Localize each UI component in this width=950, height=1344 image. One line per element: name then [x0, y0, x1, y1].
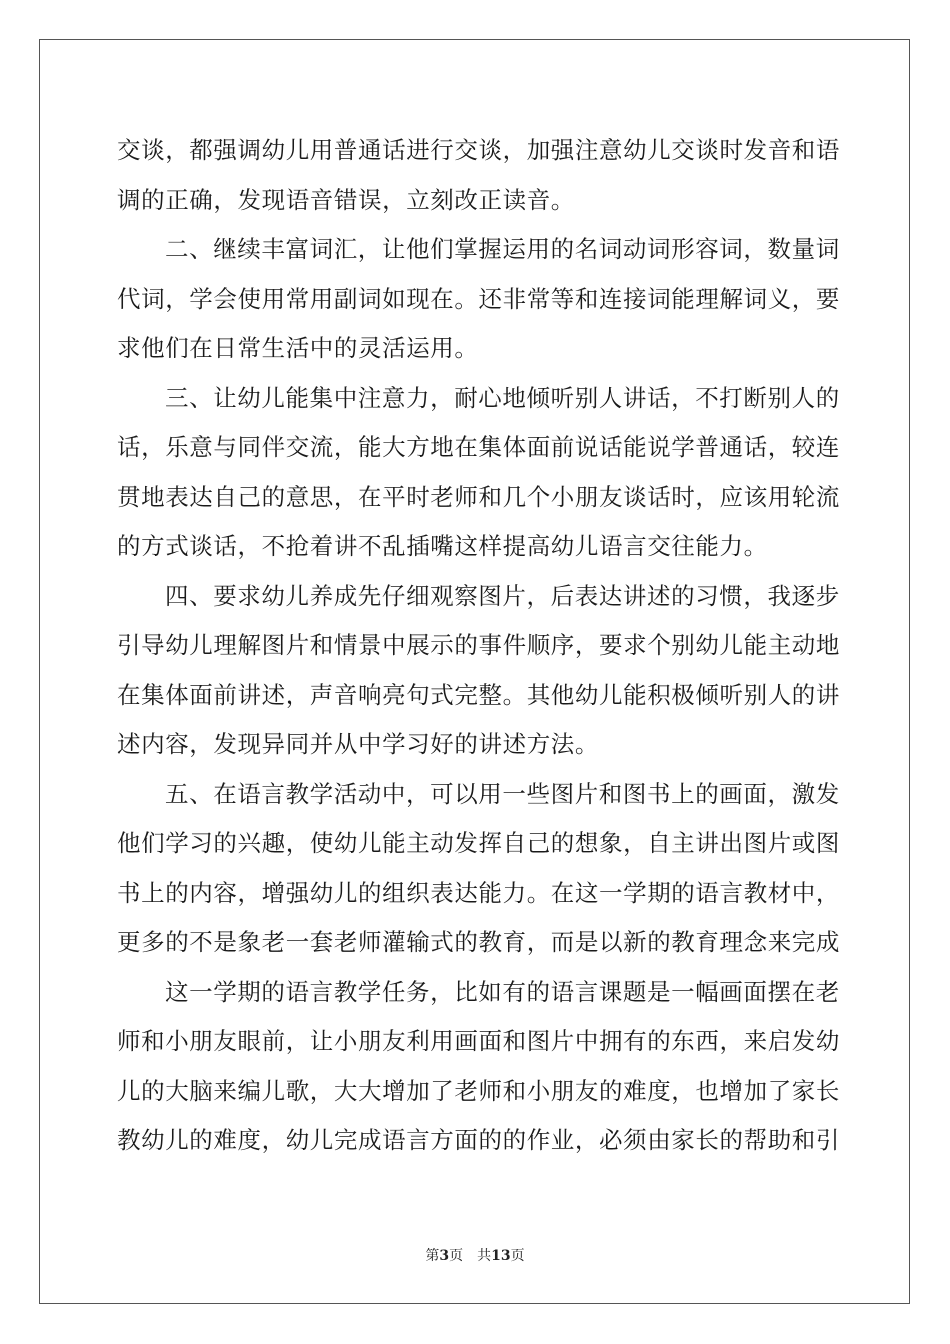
document-body — [117, 126, 840, 1166]
text-line: 四、要求幼儿养成先仔细观察图片，后表达讲述的习惯，我逐步 — [165, 581, 840, 610]
text-line: 书上的内容，增强幼儿的组织表达能力。在这一学期的语言教材中， — [117, 878, 840, 907]
text-line: 二、继续丰富词汇，让他们掌握运用的名词动词形容词，数量词 — [165, 235, 840, 263]
text-line: 交谈，都强调幼儿用普通话进行交谈，加强注意幼儿交谈时发音和语 — [117, 136, 840, 164]
total-label-suffix: 页 — [510, 1248, 525, 1264]
text-line: 贯地表达自己的意思，在平时老师和几个小朋友谈话时，应该用轮流 — [117, 482, 840, 511]
text-line: 五、在语言教学活动中，可以用一些图片和图书上的画面，激发 — [165, 779, 840, 808]
total-label-prefix: 共 — [477, 1248, 492, 1264]
text-line: 三、让幼儿能集中注意力，耐心地倾听别人讲话，不打断别人的 — [165, 383, 840, 412]
text-line: 代词，学会使用常用副词如现在。还非常等和连接词能理解词义，要 — [117, 284, 840, 313]
text-line: 这一学期的语言教学任务，比如有的语言课题是一幅画面摆在老 — [165, 977, 840, 1006]
text-line: 调的正确，发现语音错误，立刻改正读音。 — [117, 185, 575, 214]
total-pages: 13 — [491, 1248, 511, 1264]
text-line: 述内容，发现异同并从中学习好的讲述方法。 — [117, 730, 599, 758]
text-line: 在集体面前讲述，声音响亮句式完整。其他幼儿能积极倾听别人的讲 — [117, 680, 840, 709]
text-line: 更多的不是象老一套老师灌输式的教育，而是以新的教育理念来完成 — [117, 928, 840, 956]
text-line: 教幼儿的难度，幼儿完成语言方面的的作业，必须由家长的帮助和引 — [117, 1126, 840, 1154]
text-line: 儿的大脑来编儿歌，大大增加了老师和小朋友的难度，也增加了家长 — [117, 1076, 840, 1105]
text-line: 的方式谈话，不抢着讲不乱插嘴这样提高幼儿语言交往能力。 — [117, 532, 768, 560]
text-line: 师和小朋友眼前，让小朋友利用画面和图片中拥有的东西，来启发幼 — [117, 1027, 840, 1055]
page-label-prefix: 第 — [425, 1248, 440, 1264]
text-line: 他们学习的兴趣，使幼儿能主动发挥自己的想象，自主讲出图片或图 — [117, 829, 840, 857]
text-line: 话，乐意与同伴交流，能大方地在集体面前说话能说学普通话，较连 — [117, 433, 840, 461]
page-footer — [0, 1246, 950, 1266]
page-number: 3 — [439, 1248, 450, 1264]
text-line: 求他们在日常生活中的灵活运用。 — [117, 334, 479, 362]
text-line: 引导幼儿理解图片和情景中展示的事件顺序，要求个别幼儿能主动地 — [117, 631, 840, 659]
page-label-suffix: 页 — [449, 1248, 464, 1264]
